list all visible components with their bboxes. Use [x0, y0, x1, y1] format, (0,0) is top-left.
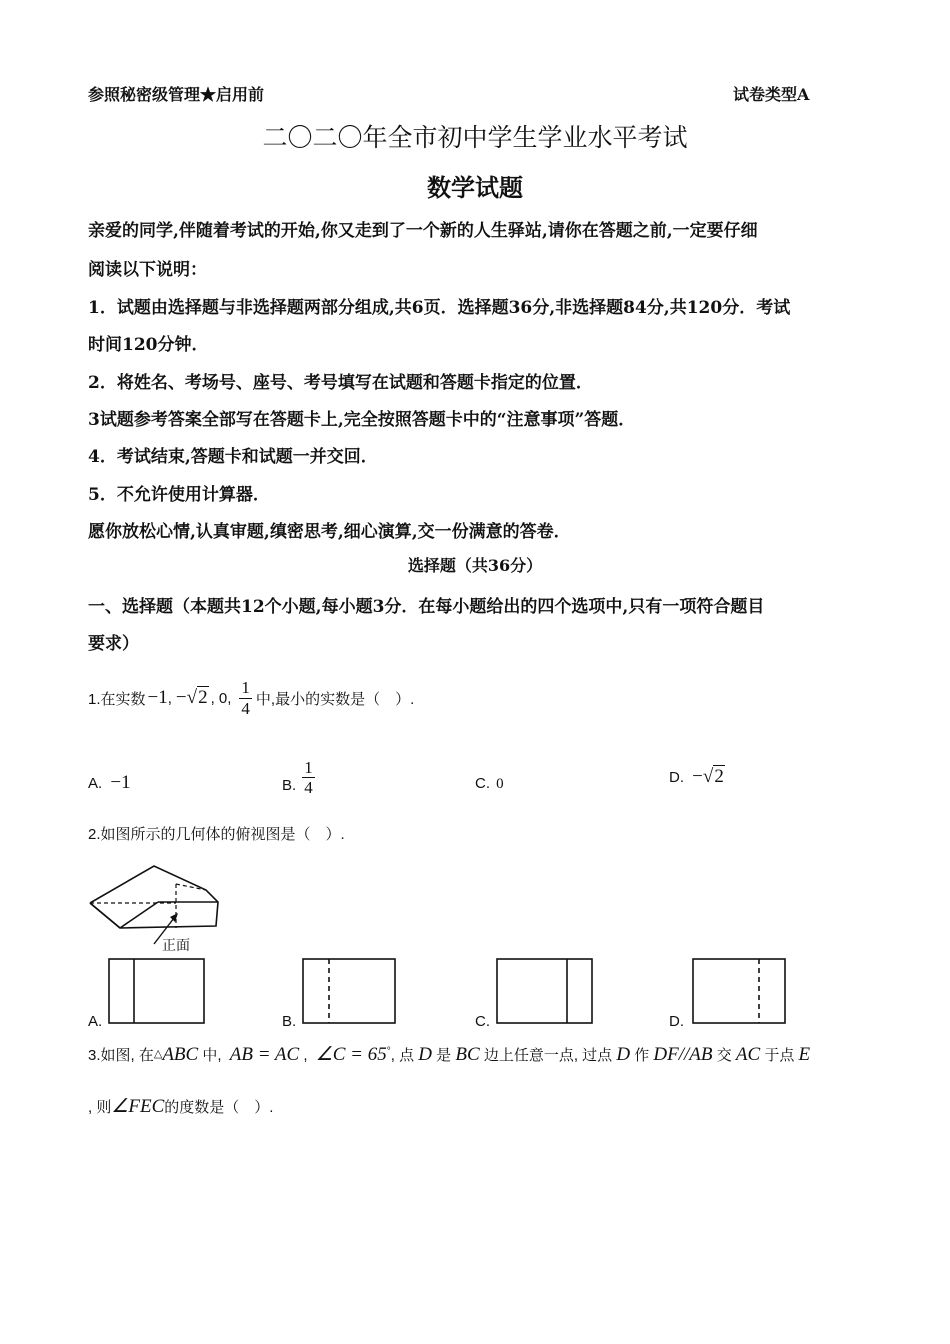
instruction-5: 5．不允许使用计算器． [88, 485, 270, 505]
option-d-radicand: 2 [714, 766, 724, 787]
q1-radicand: 2 [198, 687, 208, 708]
q2-option-d-label[interactable]: D. [669, 1013, 684, 1030]
q1-option-b[interactable] [282, 742, 315, 798]
instruction-2: 2．将姓名、考场号、座号、考号填写在试题和答题卡指定的位置． [88, 373, 593, 393]
q3-part-1: 3.如图, 在 [88, 1047, 154, 1064]
paper-type-label: 试卷类型A [733, 85, 810, 104]
q3-part-5: 是 [436, 1047, 452, 1064]
intro-line-2: 阅读以下说明： [88, 260, 207, 280]
option-a-label: A. [88, 775, 103, 792]
q1-fraction-quarter [239, 678, 252, 718]
q3-point-d: D [418, 1044, 432, 1065]
q1-frac-numerator: 1 [241, 677, 250, 697]
section-instruction-line-2: 要求） [88, 634, 139, 654]
q2-option-a-figure[interactable] [108, 958, 206, 1026]
q2-option-b-figure[interactable] [302, 958, 397, 1026]
q1-option-c[interactable] [475, 775, 504, 793]
q3-triangle-abc: ABC [162, 1044, 199, 1065]
question-3-line-1 [88, 1043, 810, 1066]
q1-option-d[interactable] [669, 766, 725, 788]
q1-minus: − [175, 687, 187, 708]
section-instruction-line-1: 一、选择题（本题共12个小题,每小题3分．在每小题给出的四个选项中,只有一项符合题目 [88, 597, 765, 617]
q2-option-c-figure[interactable] [496, 958, 594, 1026]
exam-subject: 数学试题 [427, 173, 523, 202]
q3-part-4: , 点 [390, 1047, 415, 1064]
q1-number-neg-one: −1 [147, 687, 168, 708]
q3-part-8: 交 [716, 1047, 732, 1064]
q1-frac-denominator: 4 [241, 698, 250, 718]
q3-part-10: , 则 [88, 1099, 112, 1116]
q3-part-2: 中, [202, 1047, 222, 1064]
option-d-label: D. [669, 769, 684, 786]
q3-point-e: E [798, 1044, 811, 1065]
q3-angle-fec: ∠FEC [111, 1096, 165, 1117]
closing-wish: 愿你放松心情,认真审题,缜密思考,细心演算,交一份满意的答卷． [88, 522, 571, 542]
q3-segment-ac: AC [735, 1044, 761, 1065]
instruction-1-line-2: 时间120分钟． [88, 335, 209, 355]
instruction-4: 4．考试结束,答题卡和试题一并交回． [88, 447, 378, 467]
exam-title: 二〇二〇年全市初中学生学业水平考试 [262, 123, 688, 152]
option-d-minus: − [692, 766, 703, 787]
question-3-line-2 [88, 1095, 273, 1118]
intro-line-1: 亲爱的同学,伴随着考试的开始,你又走到了一个新的人生驿站,请你在答题之前,一定要仔细 [88, 221, 758, 241]
q3-parallel: DF//AB [653, 1044, 713, 1065]
q2-solid-figure [86, 860, 226, 955]
option-b-label: B. [282, 777, 297, 794]
q2-option-c-label[interactable]: C. [475, 1013, 490, 1030]
q3-part-9: 于点 [764, 1047, 795, 1064]
q3-part-11: 的度数是（ ）. [164, 1099, 274, 1116]
question-1 [88, 668, 414, 728]
q1-neg-sqrt2: −√2 [175, 687, 208, 708]
q2-option-d-figure[interactable] [692, 958, 787, 1026]
q3-part-6: 边上任意一点, 过点 [483, 1047, 613, 1064]
option-b-denominator: 4 [304, 778, 313, 798]
option-a-value: −1 [110, 772, 131, 793]
option-b-numerator: 1 [304, 757, 313, 777]
q1-prefix: 1.在实数 [88, 690, 146, 708]
q1-option-a[interactable] [88, 772, 131, 794]
q1-suffix: 中,最小的实数是（ ）. [255, 690, 415, 708]
option-c-label: C. [475, 775, 490, 792]
confidentiality-label: 参照秘密级管理★启用前 [88, 85, 265, 104]
section-heading: 选择题（共36分） [407, 556, 543, 575]
q3-triangle-symbol: △ [153, 1048, 163, 1060]
instruction-3: 3试题参考答案全部写在答题卡上,完全按照答题卡中的“注意事项”答题． [88, 410, 636, 430]
option-b-fraction [302, 758, 315, 798]
q1-zero-sep: , 0, [210, 689, 232, 707]
q3-part-7: 作 [634, 1047, 650, 1064]
q3-degree: ° [386, 1046, 391, 1057]
option-d-value: −√2 [692, 766, 724, 787]
front-view-label: 正面 [162, 938, 190, 954]
q3-part-3: , [303, 1047, 308, 1064]
q2-option-b-label[interactable]: B. [282, 1013, 297, 1030]
q2-option-a-label[interactable]: A. [88, 1013, 103, 1030]
q3-segment-bc: BC [455, 1044, 480, 1065]
q1-separator: , [167, 689, 172, 707]
instruction-1-line-1: 1．试题由选择题与非选择题两部分组成,共6页．选择题36分,非选择题84分,共120分．考试 [88, 298, 791, 318]
q3-equation-ab-ac: AB = AC [229, 1044, 300, 1065]
q3-point-d-2: D [616, 1044, 631, 1065]
option-c-value: 0 [496, 776, 504, 792]
question-2: 2.如图所示的几何体的俯视图是（ ）. [88, 826, 345, 843]
q3-angle-c: ∠C = 65 [315, 1044, 387, 1065]
